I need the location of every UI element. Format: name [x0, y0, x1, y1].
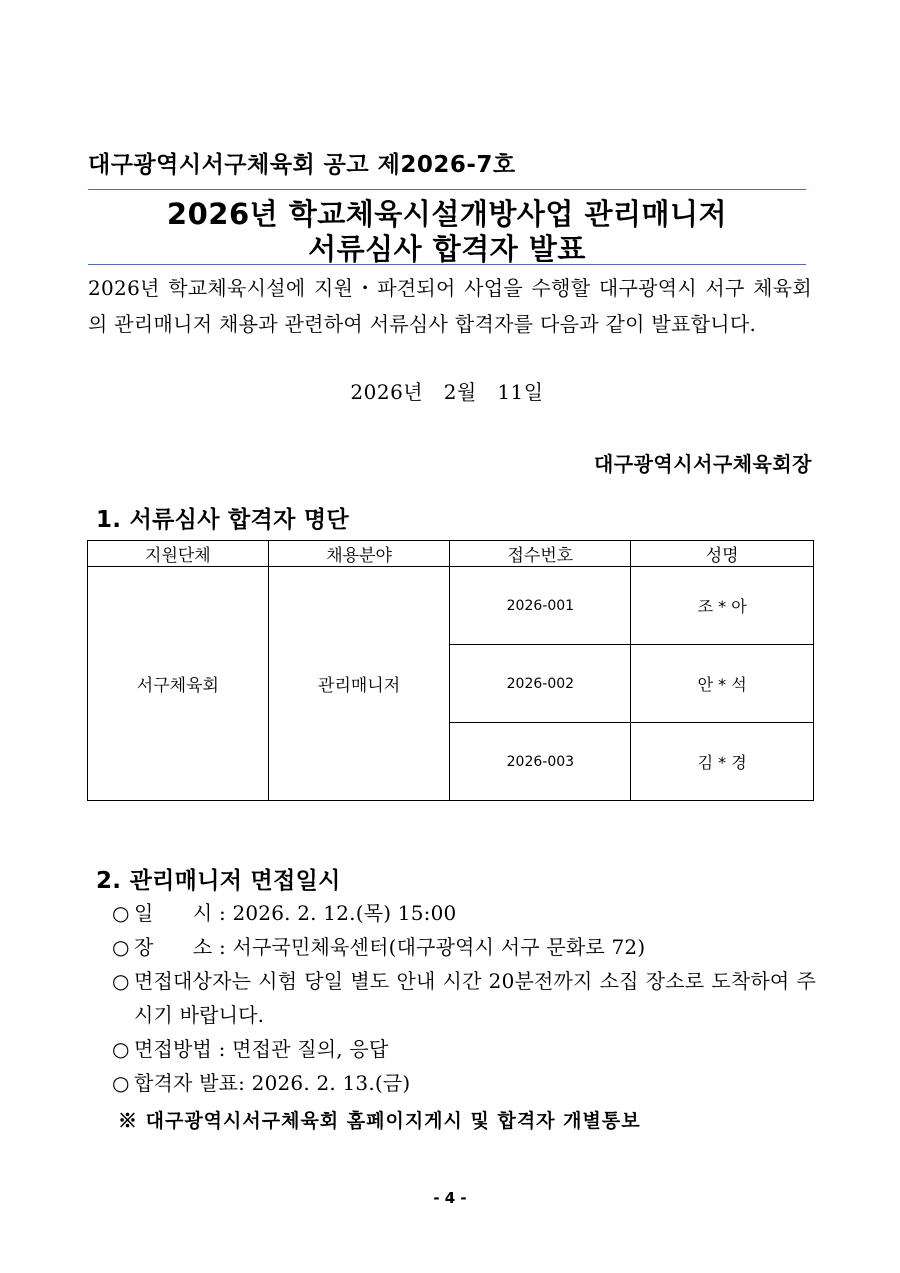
arrival-instruction-text: 면접대상자는 시험 당일 별도 안내 시간 20분전까지 소집 장소로 도착하여 주시기 바랍니다.	[134, 969, 816, 1027]
cell-name: 조 * 아	[631, 567, 814, 645]
announcement-date: 2026년 2월 11일	[350, 380, 544, 404]
page-number: - 4 -	[433, 1189, 467, 1207]
cell-number: 2026-002	[450, 645, 631, 723]
header-organization: 지원단체	[88, 541, 269, 567]
section1-title: 1. 서류심사 합격자 명단	[96, 507, 349, 533]
cell-name: 김 * 경	[631, 723, 814, 801]
list-item	[112, 1032, 816, 1066]
list-item	[112, 964, 816, 1032]
list-item	[112, 896, 816, 930]
list-item	[112, 1066, 816, 1100]
list-item	[112, 930, 816, 964]
cell-number: 2026-003	[450, 723, 631, 801]
title-rule-top	[88, 189, 806, 190]
interview-place-text: 장 소 : 서구국민체육센터(대구광역시 서구 문화로 72)	[134, 935, 646, 959]
result-date-text: 합격자 발표: 2026. 2. 13.(금)	[134, 1071, 411, 1095]
cell-number: 2026-001	[450, 567, 631, 645]
intro-paragraph: 2026년 학교체육시설에 지원・파견되어 사업을 수행할 대구광역시 서구 체육회의 관리매니저 채용과 관련하여 서류심사 합격자를 다음과 같이 발표합니다.	[88, 276, 812, 336]
bullet-icon: ○	[112, 935, 130, 959]
cell-organization: 서구체육회	[88, 567, 269, 801]
bullet-icon: ○	[112, 1037, 130, 1061]
interview-date-text: 일 시 : 2026. 2. 12.(목) 15:00	[134, 901, 457, 925]
bullet-icon: ○	[112, 1071, 130, 1095]
cell-name: 안 * 석	[631, 645, 814, 723]
document-title-line1: 2026년 학교체육시설개방사업 관리매니저	[166, 197, 728, 231]
cell-field: 관리매니저	[268, 567, 450, 801]
interview-method-text: 면접방법 : 면접관 질의, 응답	[134, 1037, 389, 1061]
notification-note: ※ 대구광역시서구체육회 홈페이지게시 및 합격자 개별통보	[118, 1110, 641, 1132]
document-title-line2: 서류심사 합격자 발표	[308, 232, 586, 266]
bullet-icon: ○	[112, 969, 130, 993]
pass-list-table	[87, 540, 814, 801]
table-row	[88, 567, 814, 645]
bullet-icon: ○	[112, 901, 130, 925]
title-rule-bottom	[88, 264, 806, 265]
interview-details-list	[112, 896, 816, 1100]
header-field: 채용분야	[268, 541, 450, 567]
issuer-signature: 대구광역시서구체육회장	[593, 452, 812, 476]
table-header-row	[88, 541, 814, 567]
section2-title: 2. 관리매니저 면접일시	[96, 868, 341, 894]
header-number: 접수번호	[450, 541, 631, 567]
header-name: 성명	[631, 541, 814, 567]
notice-number: 대구광역시서구체육회 공고 제2026-7호	[88, 152, 516, 178]
